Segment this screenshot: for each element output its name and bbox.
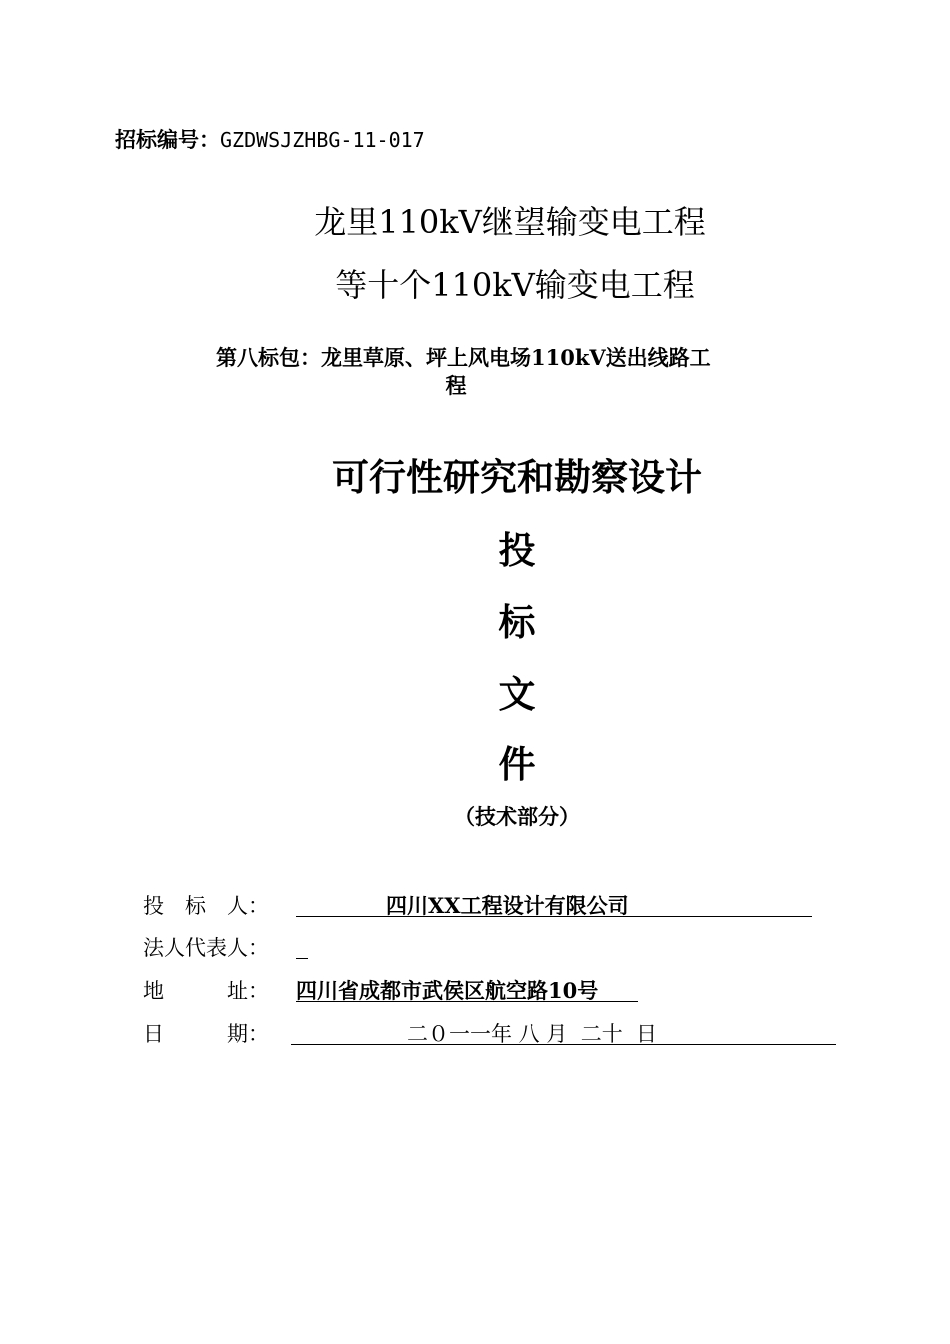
legal-representative-field — [296, 932, 308, 959]
address-label: 地 址： — [143, 979, 269, 1003]
date-value: 二０一一年 八 月 二十 日 — [407, 1022, 658, 1046]
package-title-line-1: 第八标包：龙里草原、坪上风电场110kV送出线路工 — [216, 345, 711, 370]
legal-representative-label: 法人代表人： — [143, 936, 269, 960]
bidder-field — [296, 890, 812, 917]
bidder-row — [143, 890, 293, 922]
date-row — [143, 1018, 293, 1050]
package-title-line-2: 程 — [445, 373, 467, 398]
project-title-line-2: 等十个110kV输变电工程 — [335, 266, 695, 304]
package-title — [216, 344, 796, 400]
bid-number-label: 招标编号： — [115, 128, 220, 152]
bidder-value: 四川XX工程设计有限公司 — [386, 893, 629, 918]
document-type-char: 件 — [498, 743, 536, 786]
legal-representative-row — [143, 932, 293, 964]
date-label: 日 期： — [143, 1022, 269, 1046]
document-main-title: 可行性研究和勘察设计 — [332, 456, 702, 499]
document-type-char: 标 — [498, 601, 536, 644]
document-type-char: 投 — [498, 529, 536, 572]
bidder-label: 投 标 人： — [143, 894, 269, 918]
bid-number-value: GZDWSJZHBG-11-017 — [220, 128, 425, 152]
document-type-char: 文 — [498, 673, 536, 716]
document-subtitle: （技术部分） — [454, 805, 580, 829]
address-field — [296, 975, 638, 1002]
project-title-line-1: 龙里110kV继望输变电工程 — [314, 203, 706, 241]
address-value: 四川省成都市武侯区航空路10号 — [296, 978, 599, 1003]
address-row — [143, 975, 293, 1007]
bid-number — [115, 124, 425, 154]
date-field — [291, 1018, 836, 1045]
